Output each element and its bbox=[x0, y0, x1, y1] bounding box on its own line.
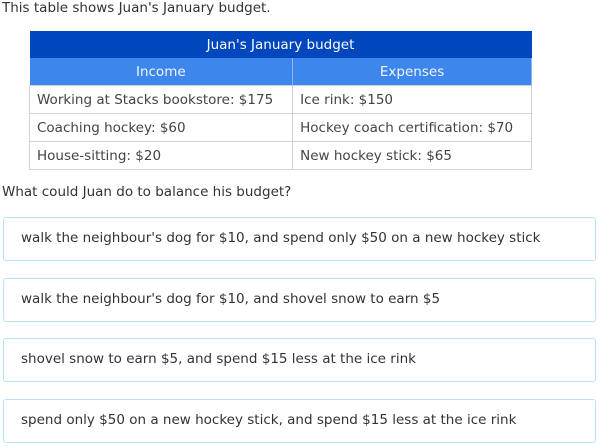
expense-cell: New hockey stick: $65 bbox=[293, 142, 532, 170]
income-cell: House-sitting: $20 bbox=[30, 142, 293, 170]
income-cell: Coaching hockey: $60 bbox=[30, 114, 293, 142]
budget-table bbox=[29, 31, 532, 170]
answer-choice-1[interactable]: walk the neighbour's dog for $10, and spend only $50 on a new hockey stick bbox=[3, 217, 596, 261]
question-text: What could Juan do to balance his budget? bbox=[2, 184, 292, 200]
table-title: Juan's January budget bbox=[30, 31, 532, 58]
answer-choice-3[interactable]: shovel snow to earn $5, and spend $15 less at the ice rink bbox=[3, 338, 596, 382]
header-income: Income bbox=[30, 58, 293, 86]
table-row bbox=[30, 86, 532, 114]
table-row bbox=[30, 142, 532, 170]
expense-cell: Hockey coach certification: $70 bbox=[293, 114, 532, 142]
intro-text: This table shows Juan's January budget. bbox=[2, 0, 271, 16]
table-row bbox=[30, 114, 532, 142]
income-cell: Working at Stacks bookstore: $175 bbox=[30, 86, 293, 114]
answer-choice-2[interactable]: walk the neighbour's dog for $10, and shovel snow to earn $5 bbox=[3, 278, 596, 322]
header-expenses: Expenses bbox=[293, 58, 532, 86]
expense-cell: Ice rink: $150 bbox=[293, 86, 532, 114]
answer-choice-4[interactable]: spend only $50 on a new hockey stick, and spend $15 less at the ice rink bbox=[3, 399, 596, 443]
